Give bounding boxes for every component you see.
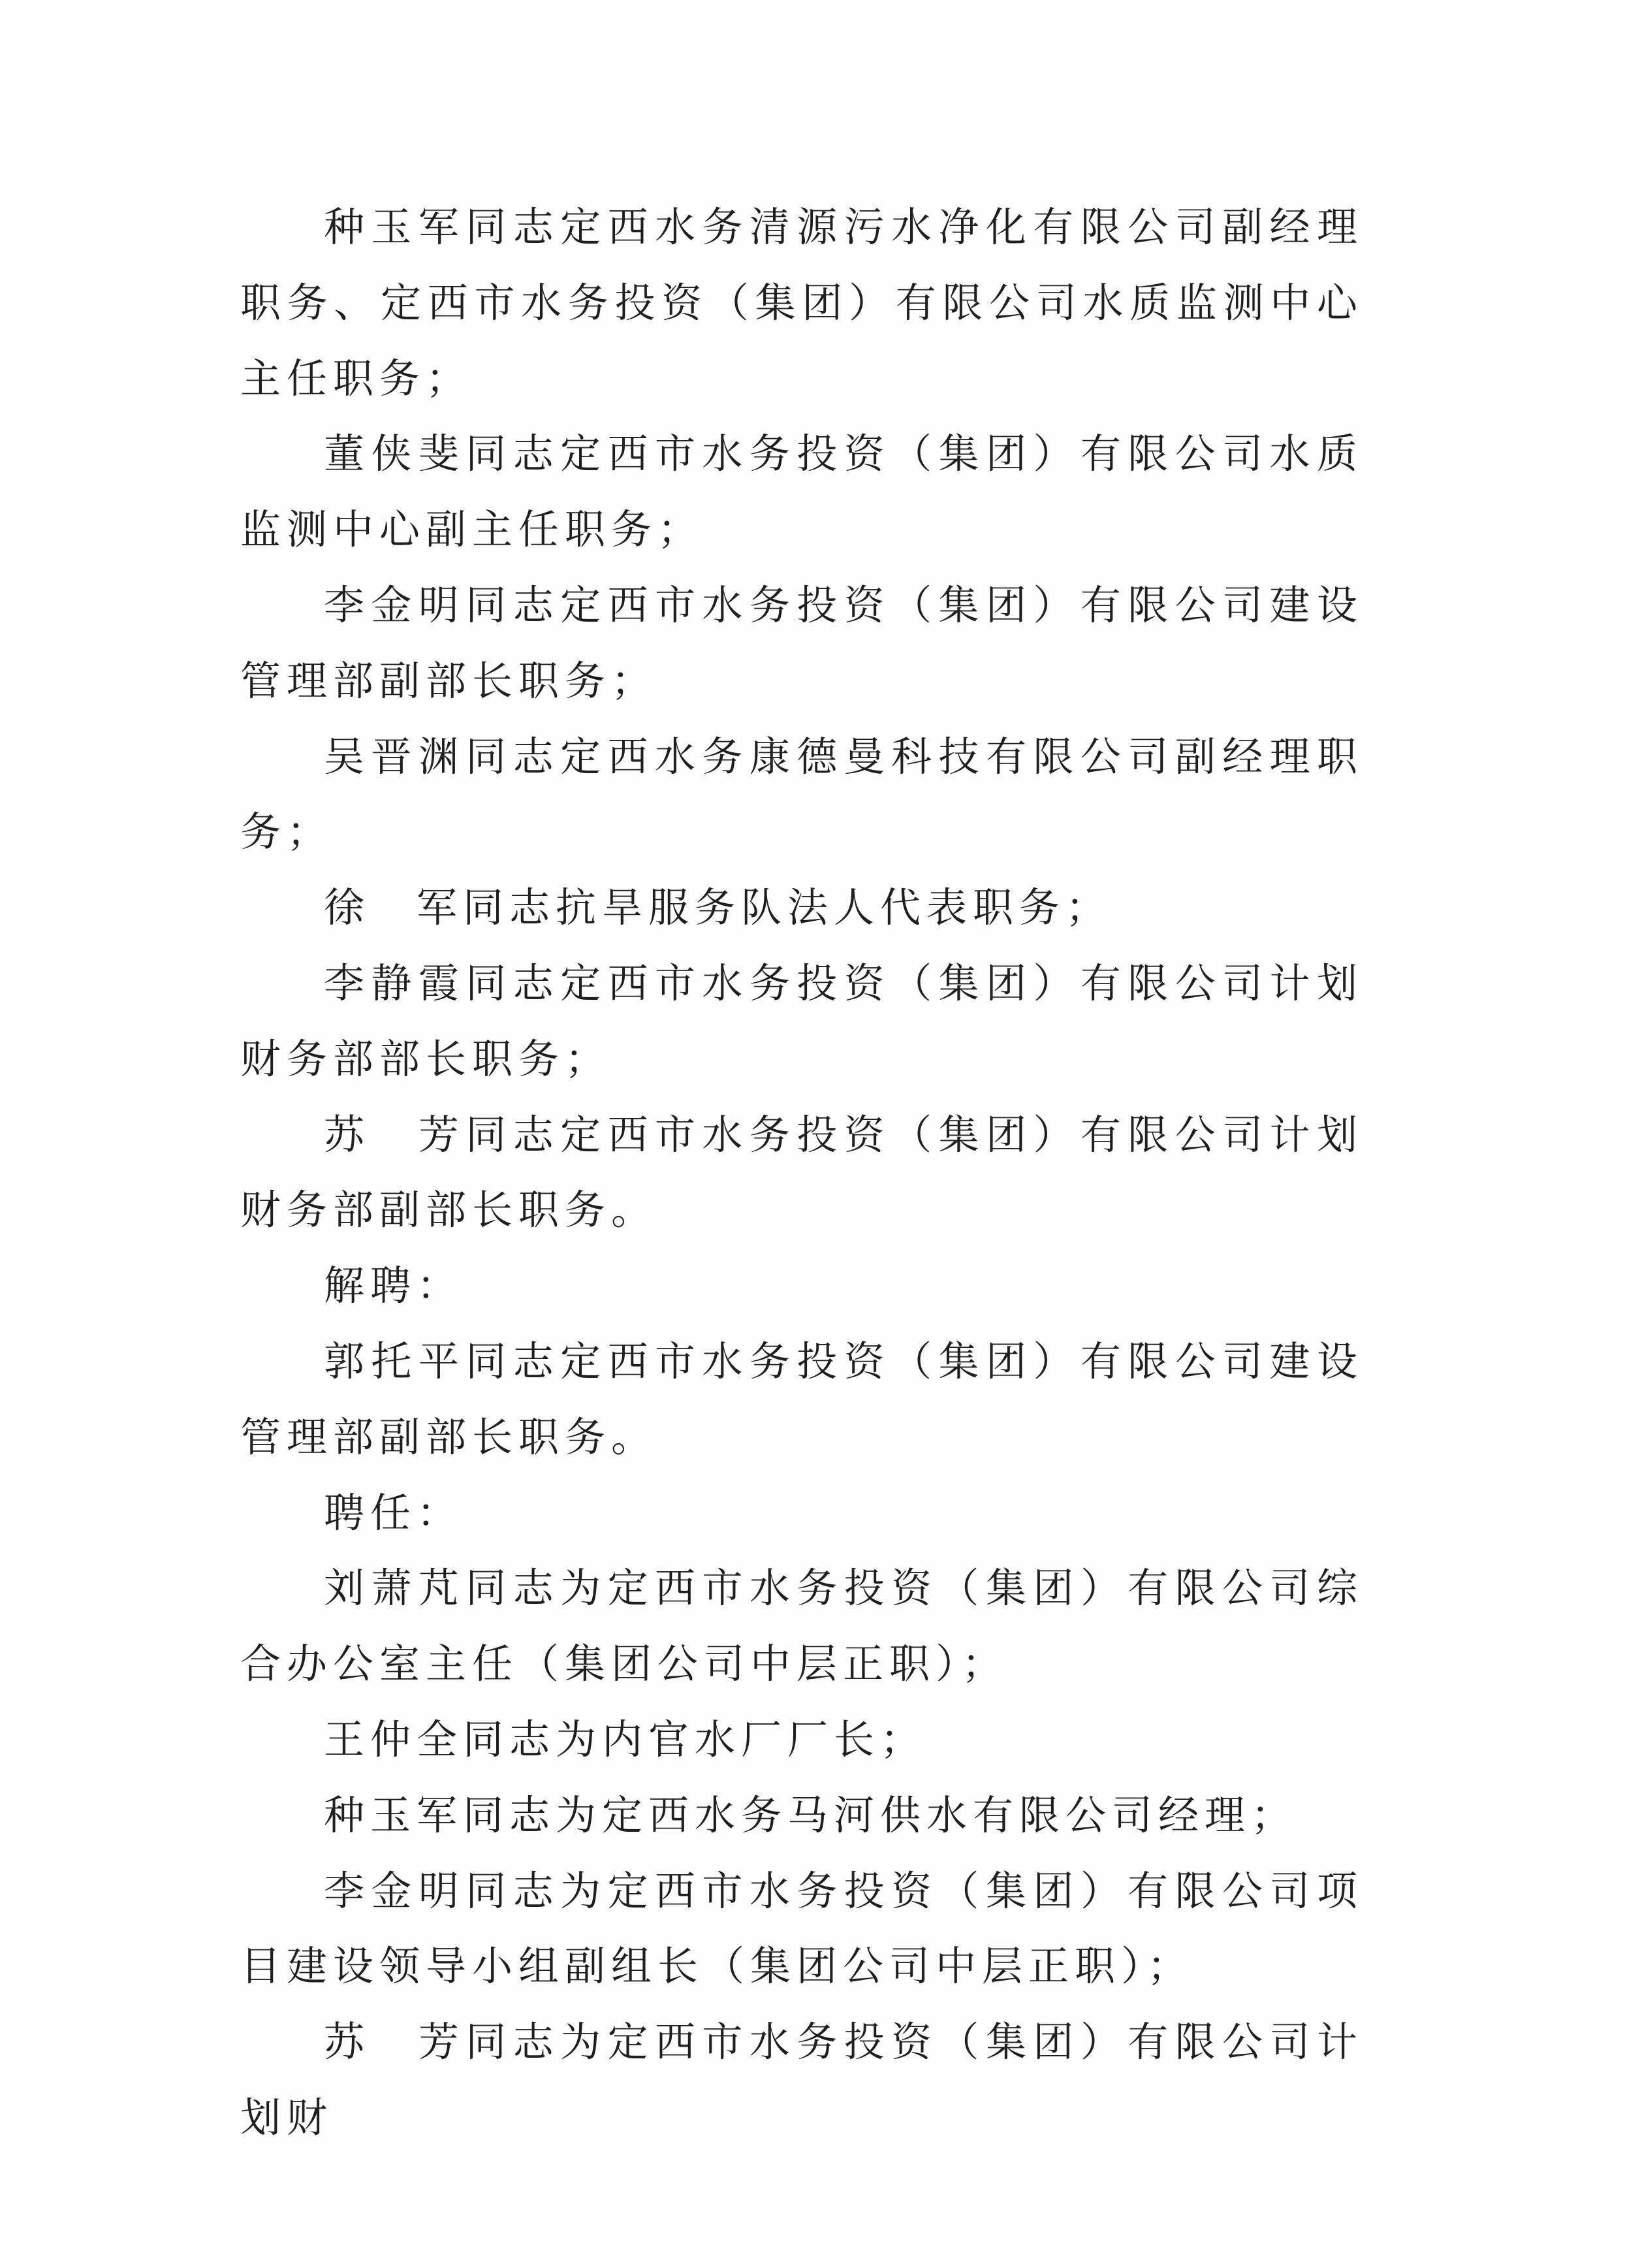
paragraph-appointment-li-jinming: 李金明同志为定西市水务投资（集团）有限公司项目建设领导小组副组长（集团公司中层正职）； [240,1866,1363,1990]
paragraph-appointment-wang-zhongquan: 王仲全同志为内官水厂厂长； [324,1715,927,1763]
paragraph-dismissal-wu-jinyuan: 吴晋渊同志定西水务康德曼科技有限公司副经理职务； [240,732,1363,856]
paragraph-dismissal-li-jingxia: 李静霞同志定西市水务投资（集团）有限公司计划财务部部长职务； [240,959,1363,1083]
paragraph-dismissal-xu-jun: 徐 军同志抗旱服务队法人代表职务； [324,884,1112,932]
paragraph-appointment-su-fang: 苏 芳同志为定西市水务投资（集团）有限公司计划财 [240,2018,1363,2141]
paragraph-termination-guo-tuoping: 郭托平同志定西市水务投资（集团）有限公司建设管理部副部长职务。 [240,1337,1363,1461]
section-heading-termination: 解聘： [324,1262,464,1310]
paragraph-appointment-liu-xiaopeng: 刘萧芃同志为定西市水务投资（集团）有限公司综合办公室主任（集团公司中层正职）； [240,1564,1363,1688]
paragraph-dismissal-su-fang: 苏 芳同志定西市水务投资（集团）有限公司计划财务部副部长职务。 [240,1110,1363,1234]
paragraph-appointment-zhong-yujun: 种玉军同志为定西水务马河供水有限公司经理； [324,1791,1298,1839]
section-heading-appointment: 聘任： [324,1488,464,1537]
paragraph-dismissal-li-jinming: 李金明同志定西市水务投资（集团）有限公司建设管理部副部长职务； [240,581,1363,705]
paragraph-dismissal-zhong-yujun: 种玉军同志定西水务清源污水净化有限公司副经理职务、定西市水务投资（集团）有限公司水质监测中心主任职务； [240,203,1363,402]
paragraph-dismissal-dong-xiafei: 董侠斐同志定西市水务投资（集团）有限公司水质监测中心副主任职务； [240,430,1363,554]
document-body [240,189,1363,2156]
